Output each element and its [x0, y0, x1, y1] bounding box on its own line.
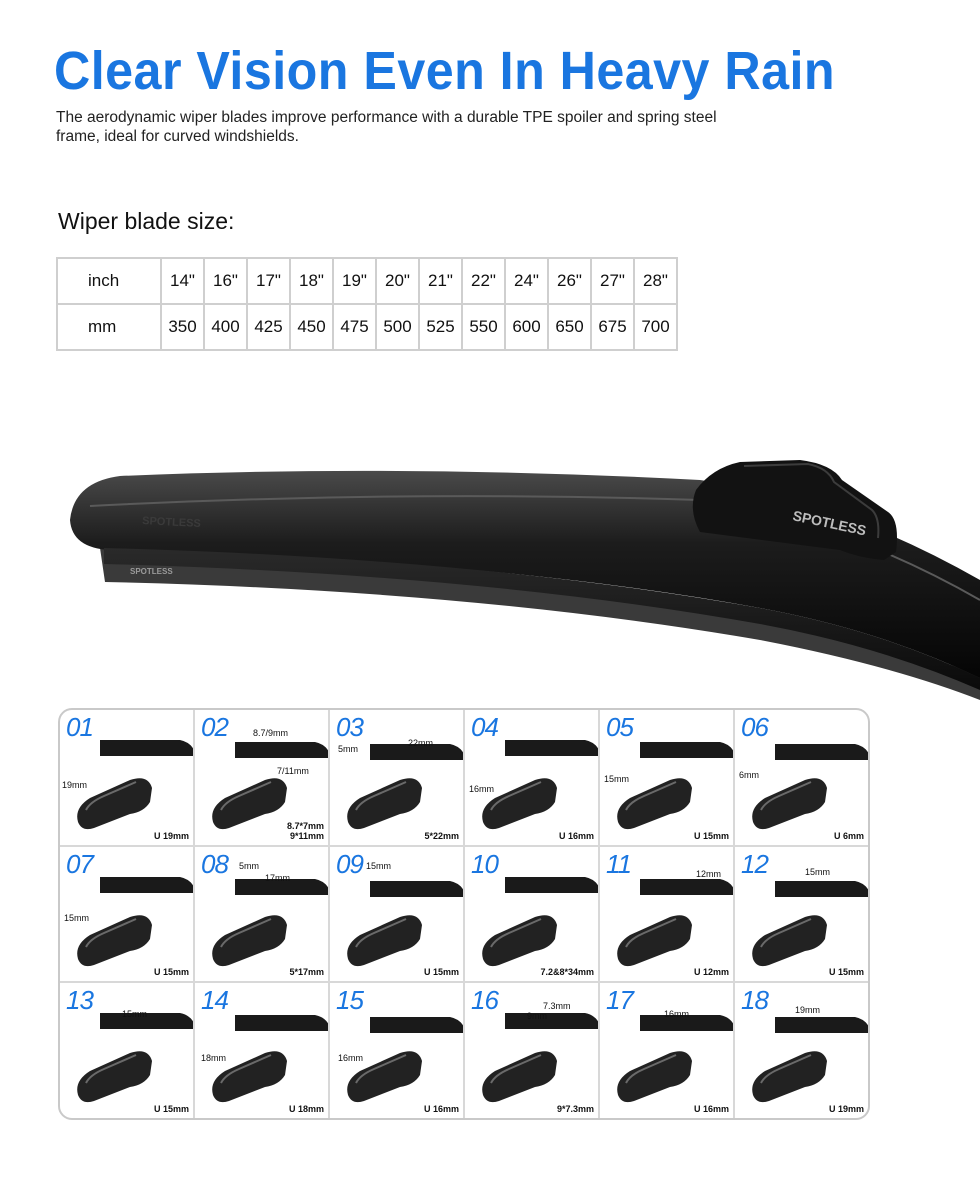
adapter-cell-03	[330, 710, 463, 845]
inch-cell: 27"	[591, 258, 634, 304]
adapter-number: 01	[66, 712, 93, 742]
adapter-caption: U 18mm	[288, 1104, 324, 1114]
adapter-dimension: 15mm	[64, 912, 90, 923]
adapter-cell-13	[60, 983, 193, 1118]
adapter-number: 15	[336, 985, 363, 1016]
adapter-dimension: 9mm	[527, 1011, 547, 1022]
adapter-dimension: 16mm	[469, 784, 495, 794]
inch-cell: 18"	[290, 258, 333, 304]
spoiler-brand-logo: SPOTLESS	[141, 515, 202, 531]
adapter-caption: U 16mm	[423, 1104, 459, 1114]
adapter-cell-12	[735, 847, 868, 982]
adapter-caption: U 15mm	[693, 830, 729, 841]
adapter-dimension: 15mm	[366, 860, 392, 871]
adapter-caption: U 15mm	[828, 967, 864, 978]
adapter-dimension: 16mm	[338, 1053, 364, 1064]
strip-brand-logo: SPOTLESS	[130, 567, 173, 576]
size-table	[56, 257, 678, 351]
adapter-dimension: 19mm	[795, 1005, 821, 1016]
mm-cell: 550	[462, 304, 505, 350]
adapter-cell-14	[195, 983, 328, 1118]
adapter-cell-04	[465, 710, 598, 845]
adapter-number: 02	[201, 712, 228, 742]
adapter-cell-08	[195, 847, 328, 982]
adapter-number: 14	[201, 985, 228, 1016]
adapter-dimension: 15mm	[805, 866, 831, 877]
product-description: The aerodynamic wiper blades improve performance with a durable TPE spoiler and spring steel frame, ideal for curved windshields.	[56, 109, 717, 145]
adapter-dimension: 12mm	[696, 868, 722, 879]
mm-row-label: mm	[57, 304, 161, 350]
adapter-number: 06	[741, 712, 768, 742]
adapter-cell-09	[330, 847, 463, 982]
adapter-caption: U 15mm	[153, 967, 189, 978]
inch-cell: 22"	[462, 258, 505, 304]
adapter-caption: U 15mm	[153, 1104, 189, 1114]
adapter-cell-01	[60, 710, 193, 845]
inch-cell: 26"	[548, 258, 591, 304]
adapter-dimension: 5mm	[239, 860, 259, 871]
adapter-number: 05	[606, 712, 633, 742]
inch-cell: 24"	[505, 258, 548, 304]
adapter-cell-06	[735, 710, 868, 845]
adapter-number: 13	[66, 985, 93, 1016]
mm-cell: 600	[505, 304, 548, 350]
inch-row	[57, 258, 677, 304]
adapter-number: 03	[336, 712, 363, 742]
adapter-cell-17	[600, 983, 733, 1118]
adapter-caption: 5*17mm	[289, 967, 324, 978]
adapter-number: 17	[606, 985, 633, 1016]
adapter-cell-11	[600, 847, 733, 982]
mm-cell: 675	[591, 304, 634, 350]
inch-cell: 28"	[634, 258, 677, 304]
mm-cell: 450	[290, 304, 333, 350]
adapter-dimension: 15mm	[604, 774, 630, 784]
adapter-number: 09	[336, 848, 363, 879]
inch-cell: 20"	[376, 258, 419, 304]
adapter-cell-02	[195, 710, 328, 845]
mm-cell: 700	[634, 304, 677, 350]
wiper-blade-illustration	[0, 440, 980, 700]
page-title: Clear Vision Even In Heavy Rain	[54, 41, 836, 101]
mm-cell: 525	[419, 304, 462, 350]
adapter-number: 08	[201, 848, 228, 879]
connector-brand-logo: SPOTLESS	[791, 507, 868, 539]
adapter-dimension: 17mm	[265, 872, 291, 883]
mm-cell: 650	[548, 304, 591, 350]
inch-cell: 14"	[161, 258, 204, 304]
adapter-number: 16	[471, 985, 498, 1016]
adapter-cell-18	[735, 983, 868, 1118]
inch-cell: 21"	[419, 258, 462, 304]
adapter-caption: 7.2&8*34mm	[540, 967, 594, 978]
inch-row-label: inch	[57, 258, 161, 304]
adapter-caption: U 19mm	[153, 830, 189, 841]
adapter-number: 18	[741, 985, 768, 1016]
adapter-caption: 8.7*7mm 9*11mm	[286, 820, 324, 841]
adapter-dimension: 16mm	[664, 1009, 690, 1020]
adapter-cell-16	[465, 983, 598, 1118]
inch-cell: 16"	[204, 258, 247, 304]
adapter-dimension: 6mm	[739, 770, 759, 780]
mm-cell: 350	[161, 304, 204, 350]
adapter-caption: U 12mm	[693, 967, 729, 978]
adapter-dimension: 19mm	[62, 780, 88, 790]
mm-cell: 400	[204, 304, 247, 350]
mm-cell: 500	[376, 304, 419, 350]
adapter-number: 12	[741, 848, 768, 879]
size-table-heading: Wiper blade size:	[58, 208, 235, 234]
adapter-dimension: 5mm	[338, 744, 358, 754]
inch-cell: 19"	[333, 258, 376, 304]
adapter-dimension: 7/11mm	[277, 766, 309, 776]
adapter-number: 10	[471, 848, 498, 879]
adapter-caption: 5*22mm	[424, 830, 459, 841]
adapter-caption: U 6mm	[833, 830, 864, 841]
adapter-dimension: 18mm	[201, 1053, 227, 1064]
adapter-number: 11	[606, 848, 631, 879]
adapter-dimension: 7.3mm	[543, 1001, 571, 1012]
adapter-cell-05	[600, 710, 733, 845]
adapter-cell-10	[465, 847, 598, 982]
adapter-caption: U 19mm	[828, 1104, 864, 1114]
adapter-dimension: 15mm	[122, 1009, 148, 1020]
adapter-number: 04	[471, 712, 498, 742]
adapter-dimension: 8.7/9mm	[253, 728, 289, 738]
adapter-caption: U 16mm	[558, 830, 594, 841]
adapter-cell-07	[60, 847, 193, 982]
adapter-grid	[58, 708, 870, 1120]
adapter-dimension: 22mm	[408, 738, 434, 748]
mm-row	[57, 304, 677, 350]
adapter-caption: U 16mm	[693, 1104, 729, 1114]
adapter-caption: 9*7.3mm	[556, 1104, 594, 1114]
mm-cell: 425	[247, 304, 290, 350]
adapter-number: 07	[66, 848, 93, 879]
inch-cell: 17"	[247, 258, 290, 304]
adapter-cell-15	[330, 983, 463, 1118]
mm-cell: 475	[333, 304, 376, 350]
adapter-caption: U 15mm	[423, 967, 459, 978]
